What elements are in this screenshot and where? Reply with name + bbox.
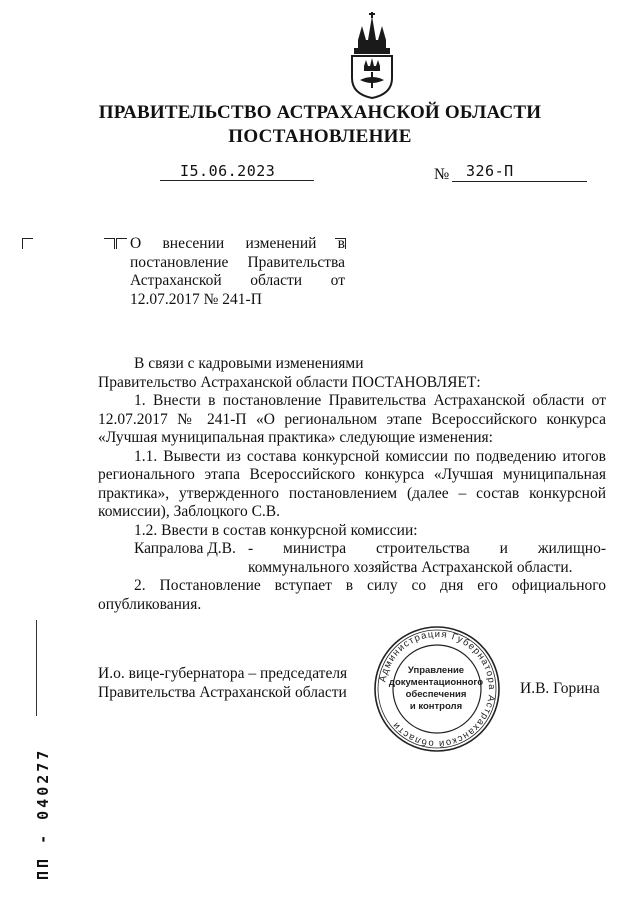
preamble-line-2: Правительство Астраханской области ПОСТАНОВЛЯЕТ: bbox=[98, 373, 481, 391]
signatory-name: И.В. Горина bbox=[520, 680, 600, 697]
government-title: ПРАВИТЕЛЬСТВО АСТРАХАНСКОЙ ОБЛАСТИ bbox=[98, 102, 542, 123]
side-serial-number: ПП - 040277 bbox=[34, 747, 52, 880]
document-body bbox=[98, 355, 606, 614]
appointee-name: Капралова Д.В. bbox=[134, 540, 236, 557]
signatory-position-line-2: Правительства Астраханской области bbox=[98, 684, 347, 701]
appointee-role-line-2: коммунального хозяйства Астраханской области. bbox=[248, 558, 573, 576]
official-stamp bbox=[372, 624, 502, 754]
appointee-role bbox=[248, 540, 606, 577]
appointee-role-line-1: - министра строительства и жилищно- bbox=[248, 540, 606, 557]
document-subject: О внесении изменений в постановление Правительства Астраханской области от 12.07.2017 № 241-П bbox=[130, 235, 345, 308]
item-1-2: 1.2. Ввести в состав конкурсной комиссии: bbox=[134, 521, 418, 539]
astrakhan-coat-of-arms-icon bbox=[344, 10, 400, 100]
stamp-center-line-2: документационного bbox=[388, 677, 484, 688]
date-underline bbox=[160, 180, 314, 181]
margin-rule bbox=[36, 620, 37, 716]
document-number: 326-П bbox=[466, 162, 514, 180]
signatory-position-line-1: И.о. вице-губернатора – председателя bbox=[98, 665, 348, 682]
document-kind: ПОСТАНОВЛЕНИЕ bbox=[228, 126, 412, 147]
item-1-1: 1.1. Вывести из состава конкурсной комиссии по подведению итогов регионального этапа Всероссийского конкурса «Лучшая муниципальная практика», утвержденного постановлением (далее – состав конкурсной комиссии), Заблоцкого С.В. bbox=[98, 447, 606, 520]
corner-bracket-inner-left-icon bbox=[116, 238, 127, 249]
corner-bracket-inner-right-icon bbox=[104, 238, 115, 249]
item-1: 1. Внести в постановление Правительства Астраханской области от 12.07.2017 № 241-П «О региональном этапе Всероссийского конкурса «Лучшая муниципальная практика» следующие изменения: bbox=[98, 392, 606, 446]
stamp-center-line-1: Управление bbox=[407, 665, 465, 676]
number-underline bbox=[452, 181, 587, 182]
stamp-center-line-3: обеспечения bbox=[405, 689, 467, 700]
appointee-row bbox=[98, 540, 606, 577]
preamble-line-1: В связи с кадровыми изменениями bbox=[134, 355, 364, 372]
document-date: I5.06.2023 bbox=[180, 162, 276, 180]
signatory-position bbox=[98, 664, 378, 702]
stamp-ring-text: Администрация Губернатора Астраханской области bbox=[377, 628, 498, 750]
item-2: 2. Постановление вступает в силу со дня его официального опубликования. bbox=[98, 577, 606, 613]
corner-bracket-left-icon bbox=[22, 238, 33, 249]
side-serial bbox=[22, 740, 52, 880]
stamp-center-line-4: и контроля bbox=[409, 701, 463, 712]
number-sign: № bbox=[434, 166, 450, 183]
